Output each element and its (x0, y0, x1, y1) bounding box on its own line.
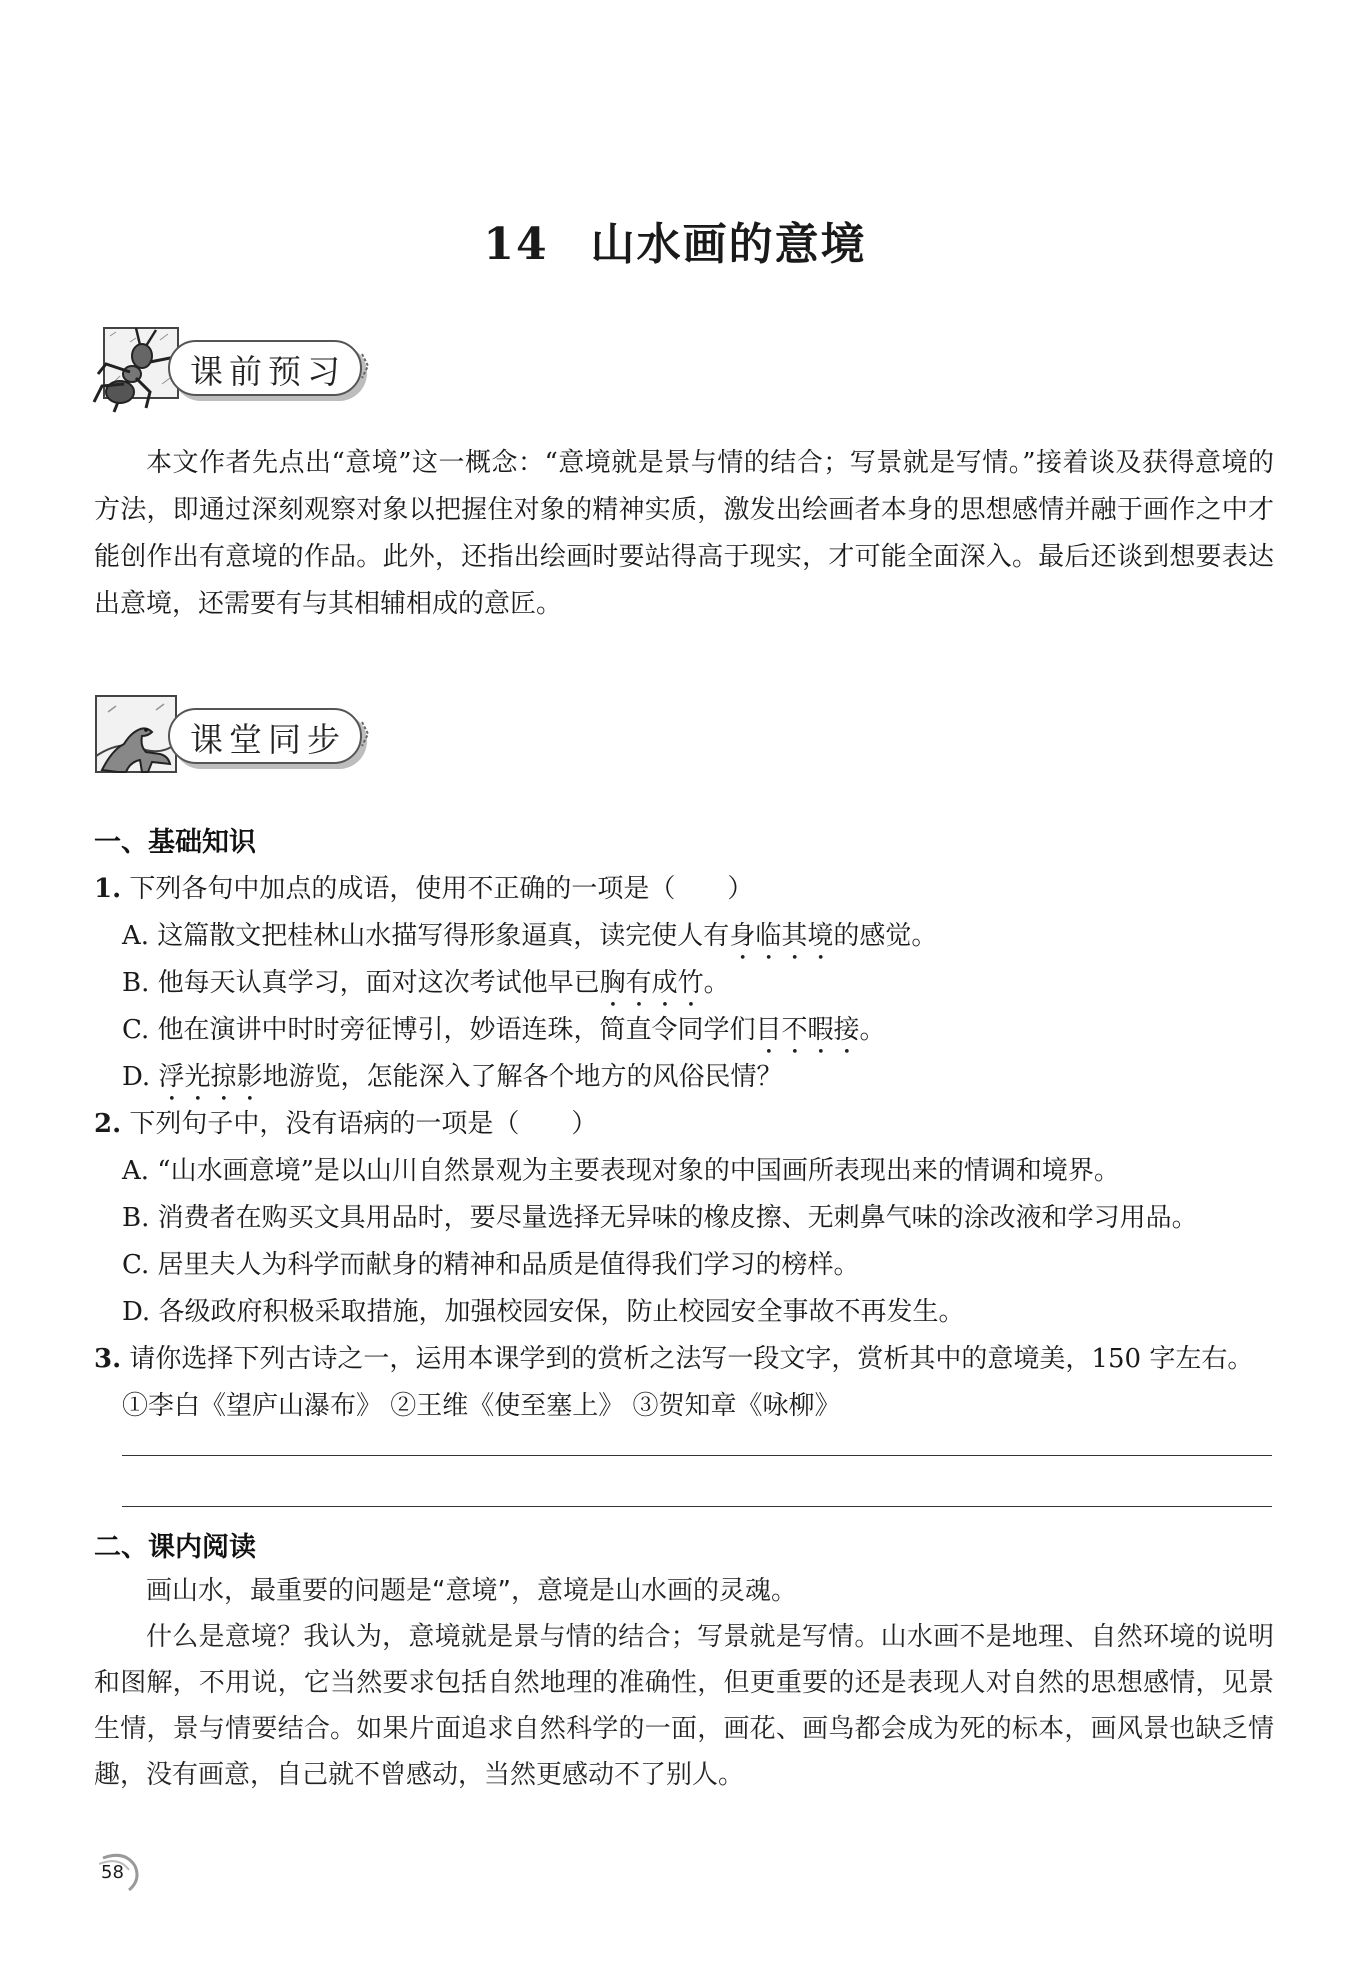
banner-preview-label: 课前预习 (190, 352, 346, 391)
question-3-poem-options: ①李白《望庐山瀑布》 ②王维《使至塞上》 ③贺知章《咏柳》 (122, 1391, 841, 1421)
question-1-option-b (122, 962, 730, 1013)
answer-line[interactable] (122, 1455, 1272, 1456)
preview-paragraph: 本文作者先点出“意境”这一概念：“意境就是景与情的结合；写景就是写情。”接着谈及获得意境的方法，即通过深刻观察对象以把握住对象的精神实质，激发出绘画者本身的思想感情并融于画作之中才能创作出有意境的作品。此外，还指出绘画时要站得高于现实，才可能全面深入。最后还谈到想要表达出意境，还需要有与其相辅相成的意匠。 (94, 448, 1274, 619)
chevron-right-icon (360, 718, 370, 750)
question-3-stem (94, 1338, 1253, 1375)
page-number-badge (95, 1848, 141, 1894)
dotted-idiom: 胸有成竹 (599, 968, 704, 998)
question-1-stem (94, 868, 753, 905)
dotted-idiom: 身临其境 (729, 921, 834, 951)
dotted-idiom: 目不暇接 (755, 1015, 860, 1045)
question-number: 3. (94, 1344, 122, 1374)
lesson-title (0, 208, 1350, 272)
section-heading-reading: 二、课内阅读 (94, 1532, 256, 1563)
option-text: 的感觉。 (833, 921, 938, 951)
question-1-option-d (122, 1056, 782, 1107)
option-text: A. 这篇散文把桂林山水描写得形象逼真，读完使人有 (122, 921, 730, 951)
question-number: 1. (94, 874, 122, 904)
reading-paragraph-1: 画山水，最重要的问题是“意境”，意境是山水画的灵魂。 (146, 1576, 797, 1606)
question-2-option-c: C. 居里夫人为科学而献身的精神和品质是值得我们学习的榜样。 (122, 1250, 860, 1280)
option-text: 。 (859, 1015, 886, 1045)
option-text: 。 (703, 968, 730, 998)
question-number: 2. (94, 1109, 122, 1139)
lesson-number: 14 (483, 219, 549, 270)
chevron-right-icon (360, 350, 370, 382)
banner-classroom-label: 课堂同步 (190, 720, 346, 759)
answer-line[interactable] (122, 1506, 1272, 1507)
banner-preview (90, 322, 380, 414)
option-text: B. 他每天认真学习，面对这次考试他早已 (122, 968, 600, 998)
page-number: 58 (101, 1862, 124, 1883)
option-text: 地游览，怎能深入了解各个地方的风俗民情？ (262, 1062, 783, 1092)
question-1-option-c (122, 1009, 886, 1060)
section-heading-basic: 一、基础知识 (94, 827, 256, 858)
question-2-option-d: D. 各级政府积极采取措施，加强校园安保，防止校园安全事故不再发生。 (122, 1297, 965, 1327)
question-text: 下列句子中，没有语病的一项是（ ） (129, 1109, 598, 1139)
option-text: C. 他在演讲中时时旁征博引，妙语连珠，简直令同学们 (122, 1015, 756, 1045)
question-text: 下列各句中加点的成语，使用不正确的一项是（ ） (129, 874, 754, 904)
banner-classroom (90, 690, 380, 782)
dotted-idiom: 浮光掠影 (158, 1062, 263, 1092)
option-text: D. (122, 1062, 159, 1092)
question-2-option-a: A. “山水画意境”是以山川自然景观为主要表现对象的中国画所表现出来的情调和境界。 (122, 1156, 1120, 1186)
question-2-stem (94, 1103, 597, 1140)
question-1-option-a (122, 915, 937, 966)
lesson-title-text: 山水画的意境 (590, 219, 867, 270)
question-text: 请你选择下列古诗之一，运用本课学到的赏析之法写一段文字，赏析其中的意境美，150 字左右。 (129, 1344, 1254, 1374)
question-2-option-b: B. 消费者在购买文具用品时，要尽量选择无异味的橡皮擦、无刺鼻气味的涂改液和学习用品。 (122, 1203, 1198, 1233)
reading-paragraph-2: 什么是意境？我认为，意境就是景与情的结合；写景就是写情。山水画不是地理、自然环境的说明和图解，不用说，它当然要求包括自然地理的准确性，但更重要的还是表现人对自然的思想感情，见景生情，景与情要结合。如果片面追求自然科学的一面，画花、画鸟都会成为死的标本，画风景也缺乏情趣，没有画意，自己就不曾感动，当然更感动不了别人。 (94, 1622, 1274, 1790)
